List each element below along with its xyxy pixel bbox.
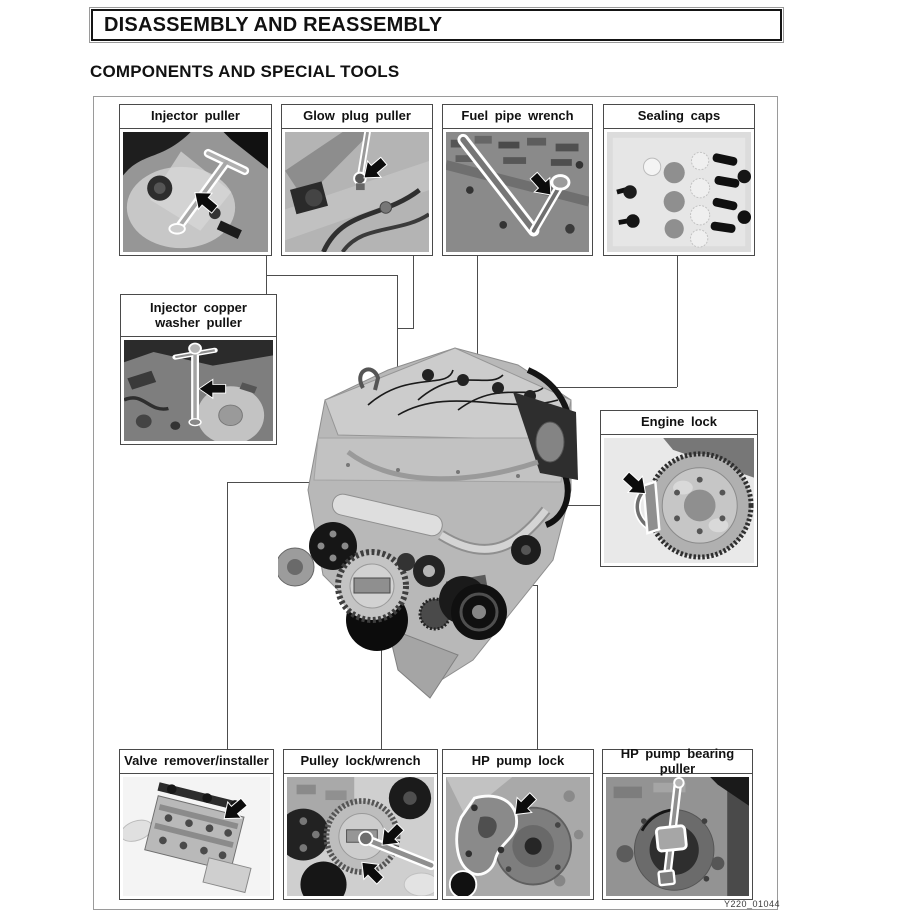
injector-copper-washer-puller-photo (121, 337, 276, 444)
connector-line (397, 328, 414, 329)
hp-pump-lock-photo (443, 774, 593, 899)
tool-label: Pulley lock/wrench (284, 750, 437, 774)
connector-line (227, 482, 228, 749)
tool-box-injector-puller (119, 104, 272, 256)
sealing-caps-photo (604, 129, 754, 255)
hp-pump-bearing-puller-photo (603, 774, 752, 899)
tool-box-pulley-lock-wrench (283, 749, 438, 900)
connector-line (266, 275, 397, 276)
connector-line (413, 256, 414, 328)
valve-remover-installer-photo (120, 774, 273, 899)
tool-box-engine-lock (600, 410, 758, 567)
tool-label: HP pump bearing puller (603, 750, 752, 774)
connector-line (677, 256, 678, 387)
tool-label: Sealing caps (604, 105, 754, 129)
glow-plug-puller-photo (282, 129, 432, 255)
figure-code: Y220_01044 (723, 899, 780, 909)
tool-box-glow-plug-puller (281, 104, 433, 256)
tool-label: Engine lock (601, 411, 757, 435)
tool-box-injector-copper-washer-puller (120, 294, 277, 445)
tool-label: Fuel pipe wrench (443, 105, 592, 129)
engine-photo (278, 330, 600, 720)
section-heading: COMPONENTS AND SPECIAL TOOLS (90, 62, 400, 81)
tool-box-fuel-pipe-wrench (442, 104, 593, 256)
tool-label: Valve remover/installer (120, 750, 273, 774)
tool-label: Injector puller (120, 105, 271, 129)
page-title: DISASSEMBLY AND REASSEMBLY (91, 9, 782, 41)
engine-illustration (278, 330, 600, 720)
page-title-box (89, 7, 784, 43)
tool-box-hp-pump-lock (442, 749, 594, 900)
tool-label: Glow plug puller (282, 105, 432, 129)
tool-box-hp-pump-bearing-puller (602, 745, 753, 900)
tool-box-sealing-caps (603, 104, 755, 256)
fuel-pipe-wrench-photo (443, 129, 592, 255)
tool-box-valve-remover-installer (119, 749, 274, 900)
tool-label: HP pump lock (443, 750, 593, 774)
pulley-lock-wrench-photo (284, 774, 437, 899)
engine-lock-photo (601, 435, 757, 566)
injector-puller-photo (120, 129, 271, 255)
tool-label: Injector copper washer puller (121, 295, 276, 337)
